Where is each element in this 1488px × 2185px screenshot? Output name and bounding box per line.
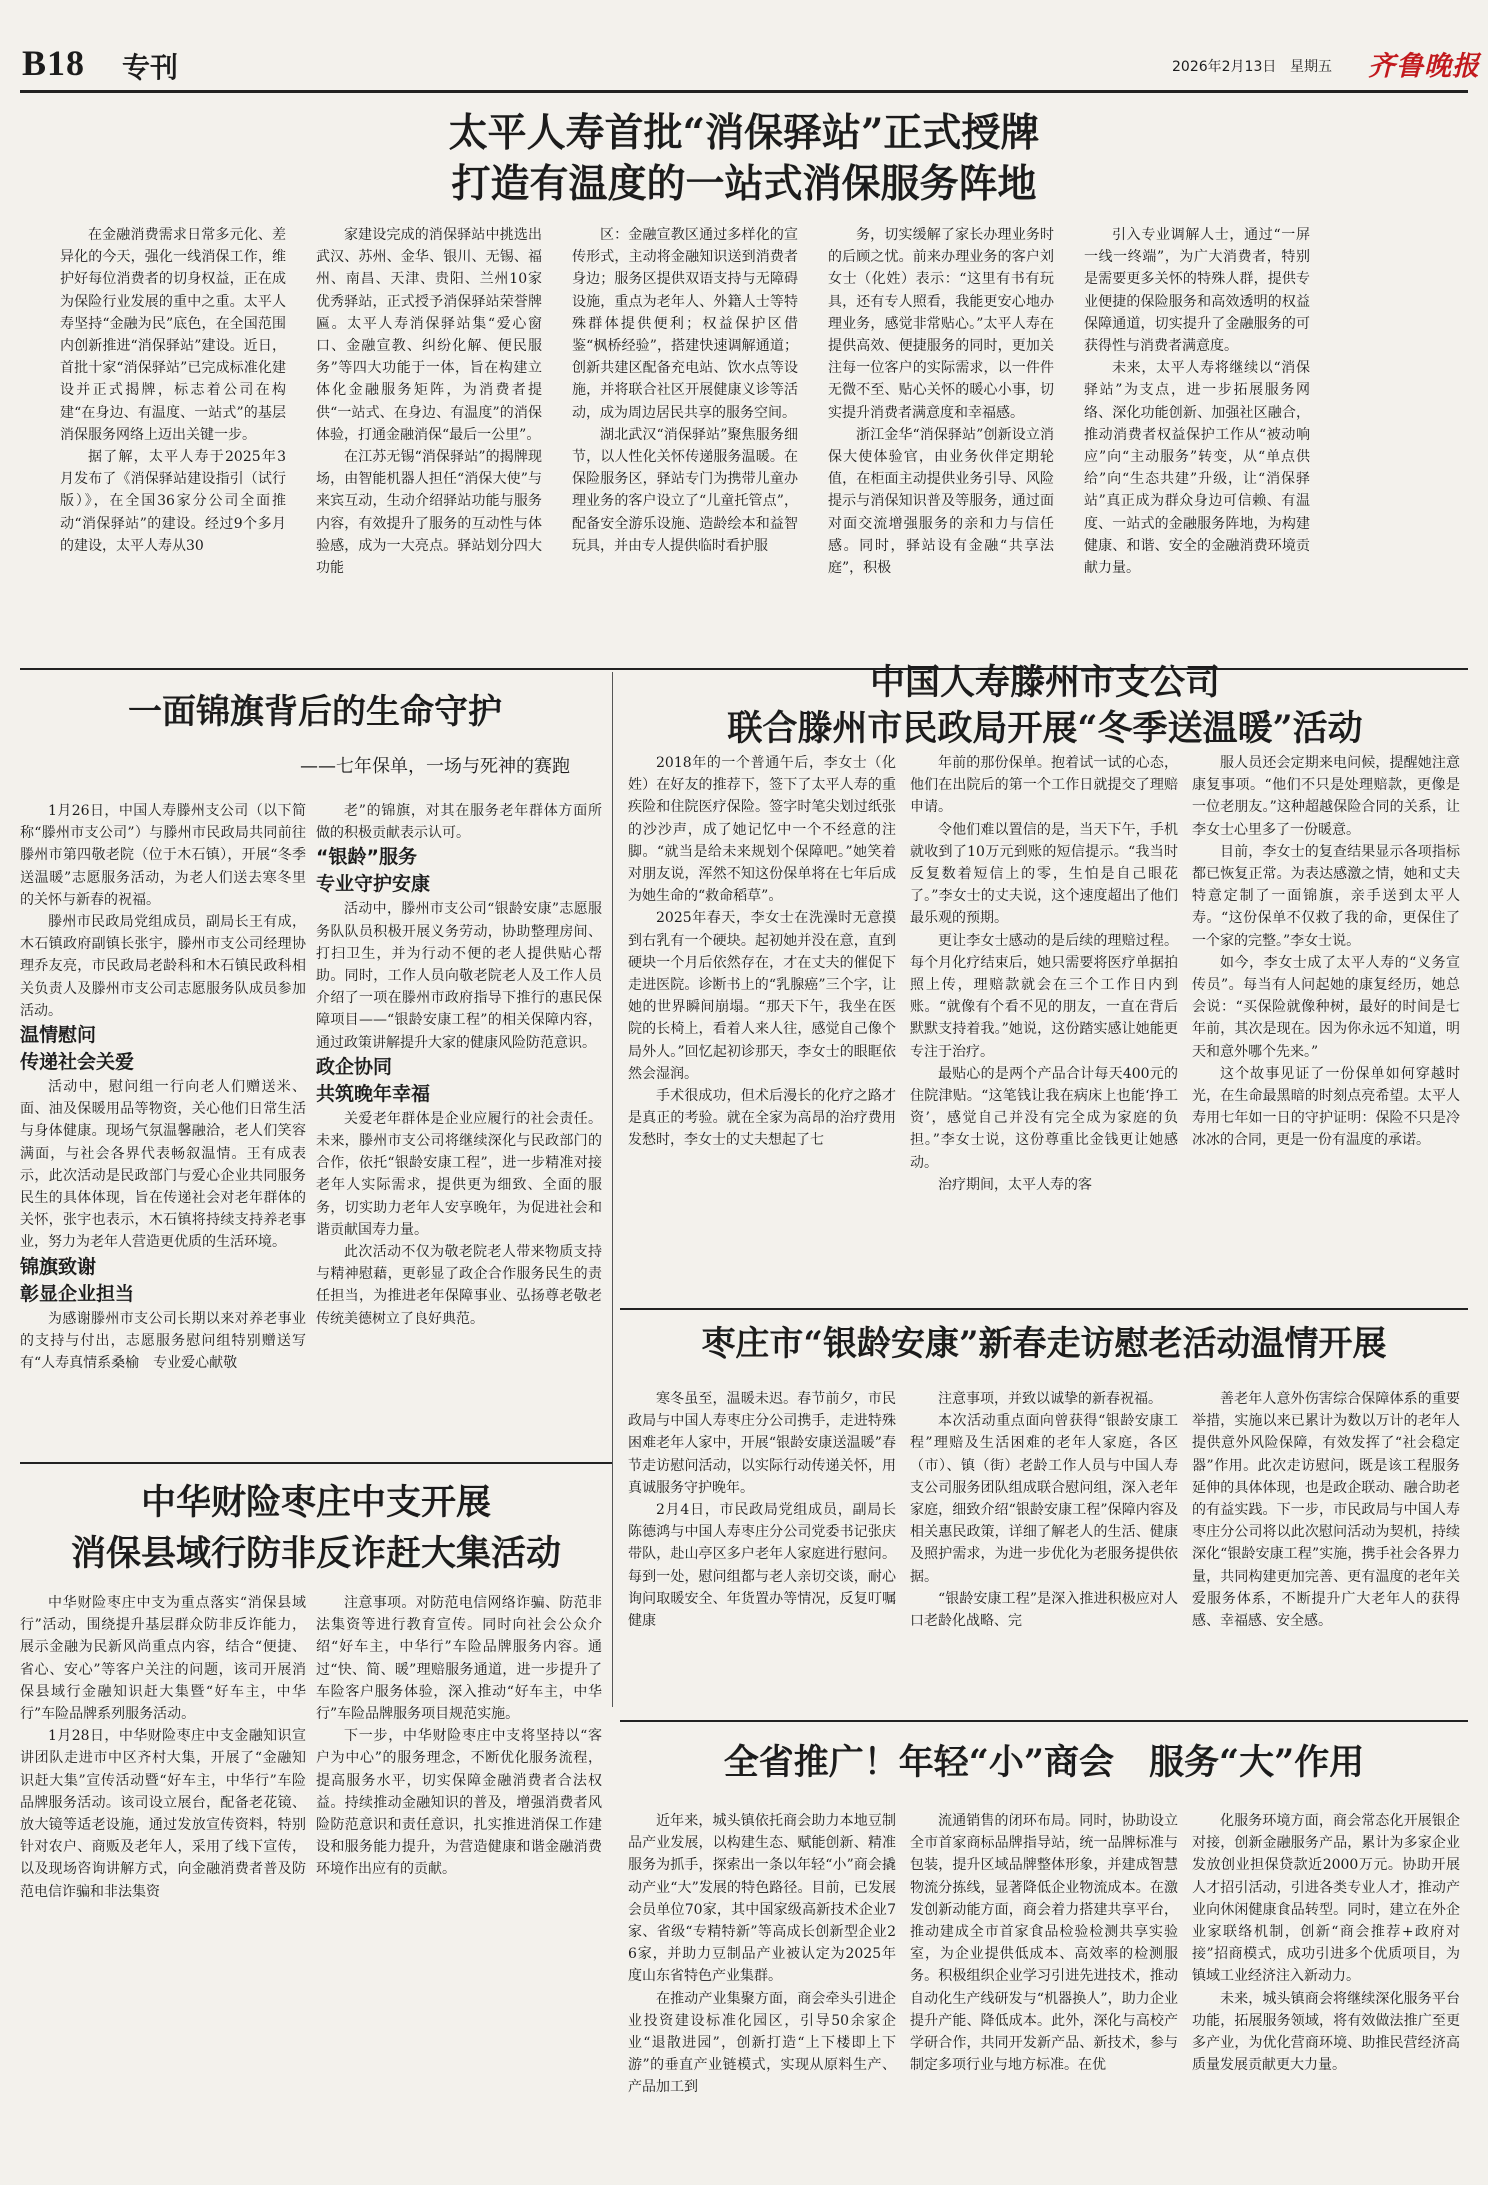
paragraph: 1月26日，中国人寿滕州支公司（以下简称“滕州市支公司”）与滕州市民政局共同前往滕州市第四敬老院（位于木石镇），开展“冬季送温暖”志愿服务活动，为老人们送去寒冬里的关怀与新春的祝福。 bbox=[20, 803, 306, 908]
a4-column-2 bbox=[910, 1388, 1178, 1718]
paragraph: 服人员还会定期来电问候，提醒她注意康复事项。“他们不只是处理赔款，更像是一位老朋友。”这种超越保险合同的关系，让李女士心里多了一份暖意。 bbox=[1192, 755, 1460, 838]
a1-column-2 bbox=[316, 224, 542, 672]
paragraph: 区：金融宣教区通过多样化的宣传形式，主动将金融知识送到消费者身边；服务区提供双语支持与无障碍设施，重点为老年人、外籍人士等特殊群体提供便利；权益保护区借鉴“枫桥经验”，搭建快速调解通道；创新共建区配备充电站、饮水点等设施，并将联合社区开展健康义诊等活动，成为周边居民共享的服务空间。 bbox=[572, 227, 798, 421]
paragraph: 务，切实缓解了家长办理业务时的后顾之忧。前来办理业务的客户刘女士（化姓）表示：“这里有书有玩具，还有专人照看，我能更安心地办理业务，感觉非常贴心。”太平人寿在提供高效、便捷服务的同时，更加关注每一位客户的实际需求，以一件件无微不至、贴心关怀的暖心小事，切实提升消费者满意度和幸福感。 bbox=[828, 227, 1054, 421]
subheading: 彰显企业担当 bbox=[20, 1282, 135, 1305]
subheading: 锦旗致谢 bbox=[20, 1255, 97, 1278]
paragraph: 本次活动重点面向曾获得“银龄安康工程”理赔及生活困难的老年人家庭，各区（市）、镇（街）老龄工作人员与中国人寿支公司服务团队组成联合慰问组，深入老年家庭，细致介绍“银龄安康工程”保障内容及相关惠民政策，详细了解老人的生活、健康及照护需求，为进一步优化为老服务提供依据。 bbox=[910, 1413, 1178, 1585]
issue-weekday: 星期五 bbox=[1290, 59, 1332, 75]
subheading: 传递社会关爱 bbox=[20, 1051, 135, 1074]
subheading: 政企协同 bbox=[316, 1055, 393, 1078]
paragraph: 治疗期间，太平人寿的客 bbox=[938, 1176, 1092, 1193]
a2-subtitle: ——七年保单，一场与死神的赛跑 bbox=[300, 756, 570, 777]
a4-column-3 bbox=[1192, 1388, 1460, 1718]
paragraph: 更让李女士感动的是后续的理赔过程。每个月化疗结束后，她只需要将医疗单据拍照上传，理赔款就会在三个工作日内到账。“就像有个看不见的朋友，一直在背后默默支持着我。”她说，这份踏实感让她能更专注于治疗。 bbox=[910, 932, 1178, 1060]
paragraph: 活动中，慰问组一行向老人们赠送米、面、油及保暖用品等物资，关心他们日常生活与身体健康。现场气氛温馨融洽，老人们笑容满面，与社会各界代表畅叙温情。王有成表示，此次活动是民政部门与爱心企业共同服务民生的具体体现，旨在传递社会对老年群体的关怀，张宇也表示，木石镇将持续支持养老事业，努力为老年人营造更优质的生活环境。 bbox=[20, 1079, 306, 1251]
paragraph: 在金融消费需求日常多元化、差异化的今天，强化一线消保工作，维护好每位消费者的切身权益，正在成为保险行业发展的重中之重。太平人寿坚持“金融为民”底色，在全国范围内创新推进“消保驿站”建设。近日，首批十家“消保驿站”已完成标准化建设并正式揭牌，标志着公司在构建“在身边、有温度、一站式”的基层消保服务网络上迈出关键一步。 bbox=[60, 227, 286, 443]
paragraph: 这个故事见证了一份保单如何穿越时光，在生命最黑暗的时刻点亮希望。太平人寿用七年如一日的守护证明：保险不只是冷冰冰的合同，更是一份有温度的承诺。 bbox=[1192, 1065, 1460, 1149]
paragraph: 下一步，中华财险枣庄中支将坚持以“客户为中心”的服务理念，不断优化服务流程，提高服务水平，切实保障金融消费者合法权益。持续推动金融知识的普及，增强消费者风险防范意识和责任意识，扎实推进消保工作建设和服务能力提升，为营造健康和谐金融消费环境作出应有的贡献。 bbox=[316, 1728, 602, 1878]
subheading: 温情慰问 bbox=[20, 1024, 97, 1047]
a3-title bbox=[622, 660, 1468, 751]
paragraph: 2025年春天，李女士在洗澡时无意摸到右乳有一个硬块。起初她并没在意，直到硬块一个月后依然存在，才在丈夫的催促下走进医院。诊断书上的“乳腺癌”三个字，让她的世界瞬间崩塌。“那天下午，我坐在医院的长椅上，看着人来人往，感觉自己像个局外人。”回忆起初诊那天，李女士的眼眶依然会湿润。 bbox=[628, 910, 896, 1082]
a3-column-1 bbox=[628, 752, 896, 1306]
a4-column-1 bbox=[628, 1388, 896, 1718]
paragraph: 老”的锦旗，对其在服务老年群体方面所做的积极贡献表示认可。 bbox=[316, 803, 602, 842]
a3-bottom-rule bbox=[620, 1308, 1468, 1310]
paragraph: 目前，李女士的复查结果显示各项指标都已恢复正常。为表达感激之情，她和丈夫特意定制了一面锦旗，亲手送到太平人寿。“这份保单不仅救了我的命，更保住了一个家的完整。”李女士说。 bbox=[1192, 843, 1460, 949]
section-name: 专刊 bbox=[122, 51, 179, 84]
a1-column-4 bbox=[828, 224, 1054, 672]
a6-title: 全省推广！年轻“小”商会 服务“大”作用 bbox=[723, 1742, 1365, 1783]
paragraph: 未来，太平人寿将继续以“消保驿站”为支点，进一步拓展服务网络、深化功能创新、加强社区融合，推动消费者权益保护工作从“被动响应”向“主动服务”转变，从“单点供给”向“生态共建”升级，让“消保驿站”真正成为群众身边可信赖、有温度、一站式的金融服务阵地，为构建健康、和谐、安全的金融消费环境贡献力量。 bbox=[1084, 360, 1310, 577]
a5-column-2 bbox=[316, 1592, 602, 2172]
paragraph: 1月28日，中华财险枣庄中支金融知识宣讲团队走进市中区齐村大集，开展了“金融知识赶大集”宣传活动暨“好车主，中华行”车险品牌服务活动。该司设立展台，配备老花镜、放大镜等适老设施，通过发放宣传资料，特别针对农户、商贩及老年人，采用了线下宣传，以及现场咨询讲解方式，向金融消费者普及防范电信诈骗和非法集资 bbox=[20, 1728, 306, 1900]
a1-column-3 bbox=[572, 224, 798, 672]
a2-column-2 bbox=[316, 800, 602, 1460]
paragraph: 最贴心的是两个产品合计每天400元的住院津贴。“这笔钱让我在病床上也能‘挣工资’，感觉自己并没有完全成为家庭的负担。”李女士说，这份尊重比金钱更让她感动。 bbox=[910, 1065, 1178, 1171]
page-number: B18 bbox=[22, 43, 86, 83]
a4-title: 枣庄市“银龄安康”新春走访慰老活动温情开展 bbox=[701, 1324, 1387, 1364]
a6-column-3 bbox=[1192, 1810, 1460, 2175]
paragraph: 家建设完成的消保驿站中挑选出武汉、苏州、金华、银川、无锡、福州、南昌、天津、贵阳、兰州10家优秀驿站，正式授予消保驿站荣誉牌匾。太平人寿消保驿站集“爱心窗口、金融宣教、纠纷化解、便民服务”等四大功能于一体，旨在构建立体化金融服务矩阵，为消费者提供“一站式、在身边、有温度”的消保体验，打通金融消保“最后一公里”。 bbox=[316, 227, 542, 443]
paragraph: 如今，李女士成了太平人寿的“义务宣传员”。每当有人问起她的康复经历，她总会说：“买保险就像种树，最好的时间是七年前，其次是现在。因为你永远不知道，明天和意外哪个先来。” bbox=[1192, 954, 1460, 1060]
a1-column-5 bbox=[1084, 224, 1310, 672]
paragraph: 善老年人意外伤害综合保障体系的重要举措，实施以来已累计为数以万计的老年人提供意外风险保障，有效发挥了“社会稳定器”作用。此次走访慰问，既是该工程服务延伸的具体体现，也是政企联动、融合助老的有益实践。下一步，市民政局与中国人寿枣庄分公司将以此次慰问活动为契机，持续深化“银龄安康工程”实施，携手社会各界力量，共同构建更加完善、更有温度的老年关爱服务体系，不断提升广大老年人的获得感、幸福感、安全感。 bbox=[1192, 1391, 1460, 1630]
subheading: “银龄”服务 bbox=[316, 846, 417, 869]
paragraph: 寒冬虽至，温暖未迟。春节前夕，市民政局与中国人寿枣庄分公司携手，走进特殊困难老年人家中，开展“银龄安康送温暖”春节走访慰问活动，以实际行动传递关怀，用真诚服务守护晚年。 bbox=[628, 1391, 896, 1496]
issue-date: 2026年2月13日 bbox=[1172, 59, 1277, 75]
paragraph: 手术很成功，但术后漫长的化疗之路才是真正的考验。就在全家为高昂的治疗费用发愁时，李女士的丈夫想起了七 bbox=[628, 1088, 896, 1149]
a6-column-2 bbox=[910, 1810, 1178, 2175]
paragraph: 湖北武汉“消保驿站”聚焦服务细节，以人性化关怀传递服务温暖。在保险服务区，驿站专门为携带儿童办理业务的客户设立了“儿童托管点”，配备安全游乐设施、造龄绘本和益智玩具，并由专人提供临时看护服 bbox=[572, 426, 798, 554]
paragraph: 此次活动不仅为敬老院老人带来物质支持与精神慰藉，更彰显了政企合作服务民生的责任担当，为推进老年保障事业、弘扬尊老敬老传统美德树立了良好典范。 bbox=[316, 1244, 602, 1327]
a5-column-1 bbox=[20, 1592, 306, 2172]
paragraph: 年前的那份保单。抱着试一试的心态，他们在出院后的第一个工作日就提交了理赔申请。 bbox=[910, 755, 1178, 816]
a2-column-1 bbox=[20, 800, 306, 1460]
paragraph: “银龄安康工程”是深入推进积极应对人口老龄化战略、完 bbox=[910, 1590, 1178, 1630]
a5-title-line1: 中华财险枣庄中支开展 bbox=[140, 1482, 491, 1523]
a1-title bbox=[200, 108, 1288, 209]
paragraph: 令他们难以置信的是，当天下午，手机就收到了10万元到账的短信提示。“我当时反复数着短信上的零，生怕是自己眼花了。”李女士的丈夫说，这个速度超出了他们最乐观的预期。 bbox=[910, 821, 1178, 927]
a6-column-1 bbox=[628, 1810, 896, 2175]
a3-title-line1: 中国人寿滕州市支公司 bbox=[869, 662, 1220, 703]
paragraph: 注意事项，并致以诚挚的新春祝福。 bbox=[938, 1391, 1162, 1407]
paragraph: 滕州市民政局党组成员，副局长王有成，木石镇政府副镇长张宇，滕州市支公司经理协理乔友亮，市民政局老龄科和木石镇民政科相关负责人及滕州市支公司志愿服务队成员参加活动。 bbox=[20, 914, 306, 1019]
a1-column-1 bbox=[60, 224, 286, 672]
a4-bottom-rule bbox=[620, 1720, 1468, 1722]
a5-title bbox=[20, 1478, 612, 1580]
paragraph: 在推动产业集聚方面，商会牵头引进企业投资建设标准化园区，引导50余家企业“退散进园”，创新打造“上下楼即上下游”的垂直产业链模式，实现从原料生产、产品加工到 bbox=[628, 1990, 896, 2096]
paragraph: 注意事项。对防范电信网络诈骗、防范非法集资等进行教育宣传。同时向社会公众介绍“好车主，中华行”车险品牌服务内容。通过“快、简、暖”理赔服务通道，进一步提升了车险客户服务体验，深入推动“好车主，中华行”车险品牌服务项目规范实施。 bbox=[316, 1595, 602, 1723]
paragraph: 未来，城头镇商会将继续深化服务平台功能，拓展服务领域，将有效做法推广至更多产业，为优化营商环境、助推民营经济高质量发展贡献更大力量。 bbox=[1192, 1990, 1460, 2074]
paragraph: 2月4日，市民政局党组成员，副局长陈德鸿与中国人寿枣庄分公司党委书记张庆带队，赴山亭区多户老年人家庭进行慰问。每到一处，慰问组都与老人亲切交谈，耐心询问取暖安全、年货置办等情况，反复叮嘱健康 bbox=[628, 1502, 896, 1630]
a2-title: 一面锦旗背后的生命守护 bbox=[128, 692, 502, 732]
paragraph: 2018年的一个普通午后，李女士（化姓）在好友的推荐下，签下了太平人寿的重疾险和住院医疗保险。签字时笔尖划过纸张的沙沙声，成了她记忆中一个不经意的注脚。“就当是给未来规划个保障吧。”她笑着对朋友说，浑然不知这份保单将在七年后成为她生命的“救命稻草”。 bbox=[628, 755, 896, 905]
a1-title-line2: 打造有温度的一站式消保服务阵地 bbox=[451, 160, 1037, 207]
a3-column-3 bbox=[1192, 752, 1460, 1306]
subheading: 共筑晚年幸福 bbox=[316, 1082, 431, 1105]
newspaper-logo: 齐鲁晚报 bbox=[1368, 51, 1480, 82]
a5-title-line2: 消保县域行防非反诈赶大集活动 bbox=[70, 1532, 561, 1574]
paragraph: 活动中，滕州市支公司“银龄安康”志愿服务队队员积极开展义务劳动，协助整理房间、打扫卫生，并为行动不便的老人提供贴心帮助。同时，工作人员向敬老院老人及工作人员介绍了一项在滕州市政府指导下推行的惠民保障项目——“银龄安康工程”的相关保障内容，通过政策讲解提升大家的健康风险防范意识。 bbox=[316, 901, 602, 1051]
vertical-divider bbox=[612, 672, 613, 1707]
a2-bottom-rule bbox=[20, 1462, 612, 1464]
subheading: 专业守护安康 bbox=[316, 873, 431, 896]
a1-title-line1: 太平人寿首批“消保驿站”正式授牌 bbox=[448, 110, 1040, 156]
paragraph: 据了解，太平人寿于2025年3月发布了《消保驿站建设指引（试行版）》，在全国36家分公司全面推动“消保驿站”的建设。经过9个多月的建设，太平人寿从30 bbox=[60, 449, 286, 554]
paragraph: 流通销售的闭环布局。同时，协助设立全市首家商标品牌指导站，统一品牌标准与包装，提升区域品牌整体形象，并建成智慧物流分拣线，显著降低企业物流成本。在激发创新动能方面，商会着力搭建共享平台，推动建成全市首家食品检验检测共享实验室，为企业提供低成本、高效率的检测服务。积极组织企业学习引进先进技术，推动自动化生产线研发与“机器换人”，助力企业提升产能、降低成本。此外，深化与高校产学研合作，共同开发新产品、新技术，参与制定多项行业与地方标准。在优 bbox=[910, 1813, 1178, 2074]
paragraph: 中华财险枣庄中支为重点落实“消保县域行”活动，围绕提升基层群众防非反诈能力，展示金融为民新风尚重点内容，结合“便捷、省心、安心”等客户关注的问题，该司开展消保县域行金融知识赶大集暨“好车主，中华行”车险品牌系列服务活动。 bbox=[20, 1595, 306, 1723]
paragraph: 引入专业调解人士，通过“一屏一线一终端”，为广大消费者，特别是需要更多关怀的特殊人群，提供专业便捷的保险服务和高效透明的权益保障通道，切实提升了金融服务的可获得性与消费者满意度。 bbox=[1084, 227, 1310, 355]
masthead-rule bbox=[20, 90, 1468, 93]
paragraph: 在江苏无锡“消保驿站”的揭牌现场，由智能机器人担任“消保大使”与来宾互动，生动介绍驿站功能与服务内容，有效提升了服务的互动性与体验感，成为一大亮点。驿站划分四大功能 bbox=[316, 449, 542, 577]
a3-title-line2: 联合滕州市民政局开展“冬季送温暖”活动 bbox=[727, 707, 1363, 749]
paragraph: 为感谢滕州市支公司长期以来对养老事业的支持与付出，志愿服务慰问组特别赠送写有“人寿真情系桑榆 专业爱心献敬 bbox=[20, 1310, 306, 1372]
a3-column-2 bbox=[910, 752, 1178, 1306]
paragraph: 近年来，城头镇依托商会助力本地豆制品产业发展，以构建生态、赋能创新、精准服务为抓手，探索出一条以年轻“小”商会撬动产业“大”发展的特色路径。目前，已发展会员单位70家，其中国家级高新技术企业7家、省级“专精特新”等高成长创新型企业26家，并助力豆制品产业被认定为2025年度山东省特色产业集群。 bbox=[628, 1813, 896, 1985]
paragraph: 浙江金华“消保驿站”创新设立消保大使体验官，由业务伙伴定期轮值，在柜面主动提供业务引导、风险提示与消保知识普及等服务，通过面对面交流增强服务的亲和力与信任感。同时，驿站设有金融“共享法庭”，积极 bbox=[828, 426, 1054, 577]
paragraph: 关爱老年群体是企业应履行的社会责任。未来，滕州市支公司将继续深化与民政部门的合作，依托“银龄安康工程”，进一步精准对接老年人实际需求，提供更为细致、全面的服务，切实助力老年人安享晚年，为促进社会和谐贡献国寿力量。 bbox=[316, 1110, 602, 1238]
paragraph: 化服务环境方面，商会常态化开展银企对接，创新金融服务产品，累计为多家企业发放创业担保贷款近2000万元。协助开展人才招引活动，引进各类专业人才，推动产业向休闲健康食品转型。同时，建立在外企业家联络机制，创新“商会推荐+政府对接”招商模式，成功引进多个优质项目，为镇域工业经济注入新动力。 bbox=[1192, 1813, 1460, 1985]
